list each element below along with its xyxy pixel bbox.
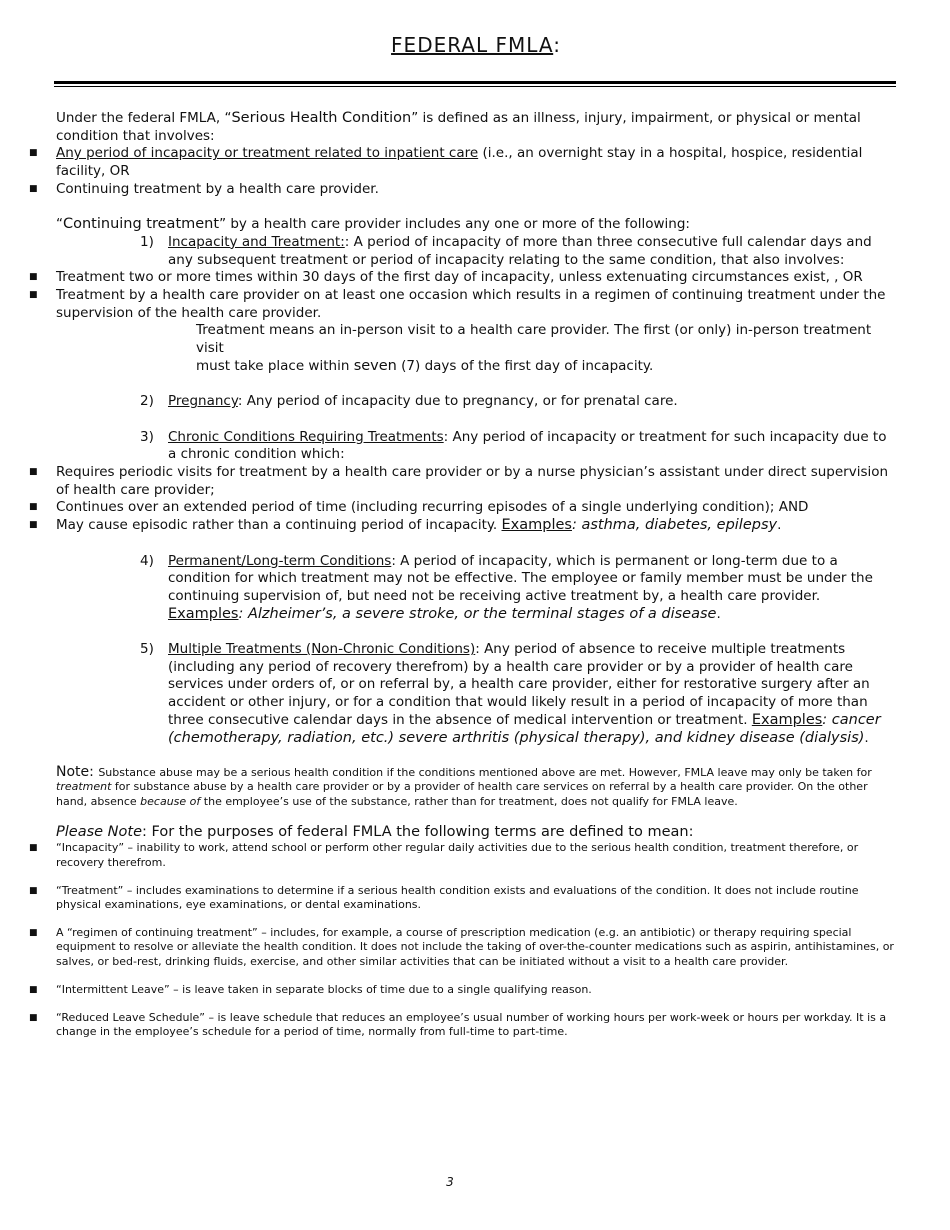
treatment-definition-note: Treatment means an in-person visit to a health care provider. The first (or only) in-person treatment visit must take place within seven (7) days of the first day of incapacity. <box>196 322 872 374</box>
definition-item: ■ A “regimen of continuing treatment” – includes, for example, a course of prescription medication (e.g. an antibiotic) or therapy requiring special equipment to resolve or alleviate the health condition. It does not include the taking of over-the-counter medications such as aspirin, antihistamines, or salves, or bed-rest, drinking fluids, exercise, and other similar activities that can be initiated without a visit to a health care provider. <box>29 926 894 968</box>
please-note-heading: Please Note: For the purposes of federal FMLA the following terms are defined to mean: <box>56 824 694 841</box>
list-item: ■ Treatment two or more times within 30 days of the first day of incapacity, unless extenuating circumstances exist, , OR <box>29 269 863 286</box>
list-item: ■ Continues over an extended period of time (including recurring episodes of a single underlying condition); AND <box>29 499 809 516</box>
item-heading: Incapacity and Treatment: <box>168 233 345 250</box>
list-item: ■ Treatment by a health care provider on at least one occasion which results in a regimen of continuing treatment under the supervision of the health care provider. <box>29 287 886 321</box>
intro-bullets <box>29 145 896 198</box>
definition-item: ■ “Intermittent Leave” – is leave taken in separate blocks of time due to a single qualifying reason. <box>29 982 592 996</box>
title-divider-thick <box>54 81 896 84</box>
item-3-bullets <box>29 464 896 535</box>
page-title: FEDERAL FMLA: <box>391 33 561 57</box>
numbered-item-4: 4) Permanent/Long-term Conditions: A period of incapacity, which is permanent or long-term due to a condition for which treatment may not be effective. The employee or family member must be under the continuing supervision of, but need not be receiving active treatment by, a health care provider. Examples: Alzheimer’s, a severe stroke, or the terminal stages of a disease. <box>140 552 873 622</box>
list-item: ■ Requires periodic visits for treatment by a health care provider or by a nurse physician’s assistant under direct supervision of health care provider; <box>29 464 889 498</box>
numbered-item-1: 1) Incapacity and Treatment:: A period of incapacity of more than three consecutive full calendar days and any subsequent treatment or period of incapacity relating to the same condition, that also involves: <box>140 233 872 268</box>
continuing-treatment-intro: “Continuing treatment” by a health care provider includes any one or more of the following: <box>56 216 690 233</box>
definition-item: ■ “Reduced Leave Schedule” – is leave schedule that reduces an employee’s usual number of working hours per work-week or hours per workday. It is a change in the employee’s schedule for a period of time, normally from full-time to part-time. <box>29 1011 887 1039</box>
item-heading: Pregnancy <box>168 393 238 410</box>
definition-item: ■ “Incapacity” – inability to work, attend school or perform other regular daily activities due to the serious health condition, treatment therefore, or recovery therefrom. <box>29 841 859 869</box>
numbered-item-2: 2) Pregnancy: Any period of incapacity due to pregnancy, or for prenatal care. <box>140 393 678 410</box>
substance-abuse-note: Note: Substance abuse may be a serious health condition if the conditions mentioned above are met. However, FMLA leave may only be taken for treatment for substance abuse by a health care provider or by a provider of health care services on referral by a health care provider. On the other hand, absence because of the employee’s use of the substance, rather than for treatment, does not qualify for FMLA leave. <box>56 763 872 808</box>
document-body <box>29 110 896 1053</box>
definition-item: ■ “Treatment” – includes examinations to determine if a serious health condition exists and evaluations of the condition. It does not include routine physical examinations, eye examinations, or dental examinations. <box>29 883 859 912</box>
item-heading: Multiple Treatments (Non-Chronic Conditions) <box>168 641 476 658</box>
item-heading: Chronic Conditions Requiring Treatments <box>168 428 444 445</box>
item-1-bullets <box>29 269 896 322</box>
intro-paragraph: Under the federal FMLA, “Serious Health Condition” is defined as an illness, injury, impairment, or physical or mental condition that involves: <box>56 110 861 144</box>
page-number: 3 <box>446 1175 454 1189</box>
list-item: ■ May cause episodic rather than a continuing period of incapacity. Examples: asthma, diabetes, epilepsy. <box>29 517 782 534</box>
list-item: ■ Any period of incapacity or treatment related to inpatient care (i.e., an overnight stay in a hospital, hospice, residential facility, OR <box>29 145 863 180</box>
list-item: ■ Continuing treatment by a health care provider. <box>29 180 379 197</box>
definitions-list <box>29 841 896 1039</box>
title-divider-thin <box>54 86 896 87</box>
numbered-item-5: 5) Multiple Treatments (Non-Chronic Conditions): Any period of absence to receive multiple treatments (including any period of recovery therefrom) by a health care provider or by a provider of health care services under orders of, or on referral by, a health care provider, either for restorative surgery after an accident or other injury, or for a condition that would likely result in a period of incapacity of more than three consecutive calendar days in the absence of medical intervention or treatment. Examples: cancer (chemotherapy, radiation, etc.) severe arthritis (physical therapy), and kidney disease (dialysis). <box>140 641 881 746</box>
item-heading: Permanent/Long-term Conditions <box>168 552 392 569</box>
numbered-item-3: 3) Chronic Conditions Requiring Treatments: Any period of incapacity or treatment for such incapacity due to a chronic condition which: <box>140 428 887 463</box>
